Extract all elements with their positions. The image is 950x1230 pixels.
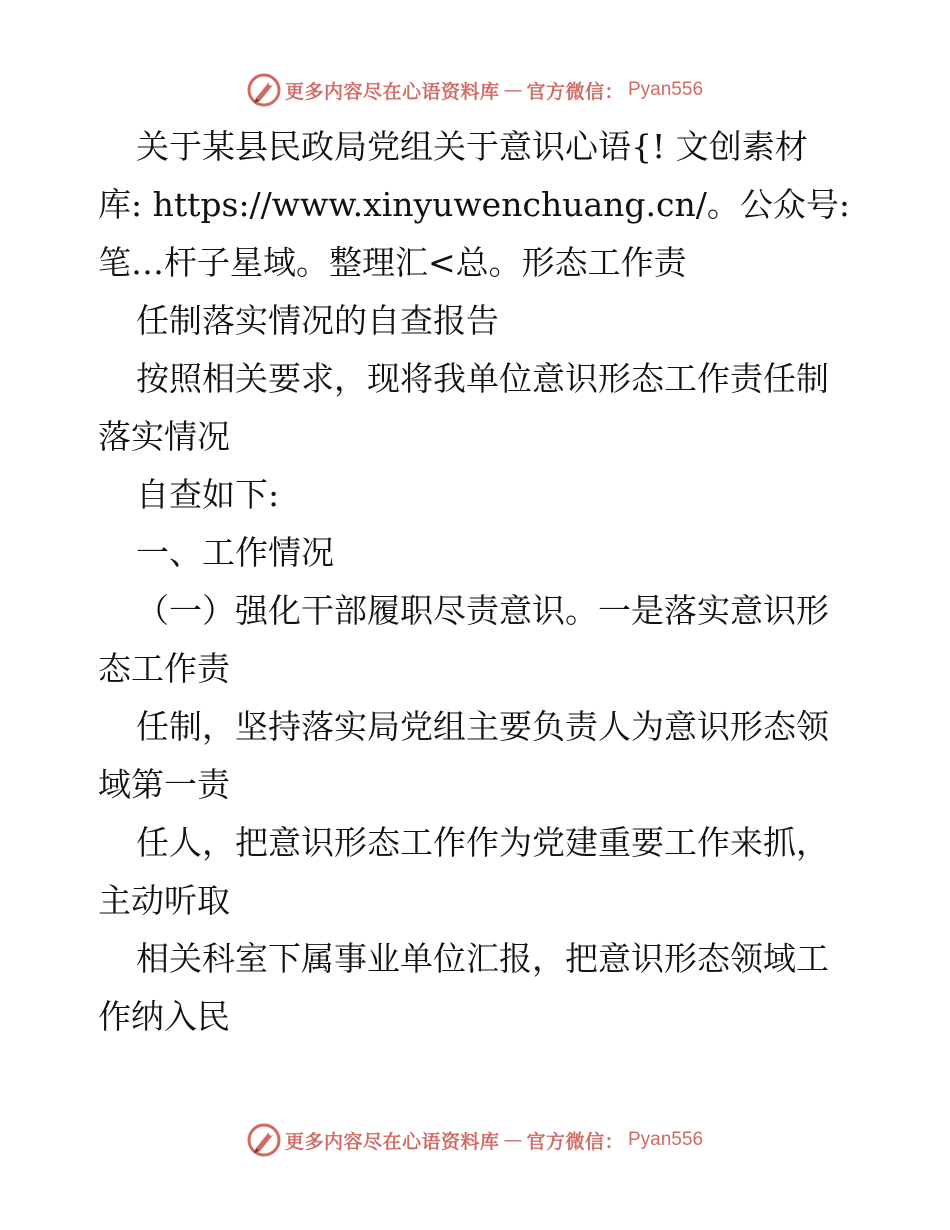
body-line: 作纳入民 [98,997,230,1036]
body-line: 一、工作情况 [136,533,334,572]
body-line: 任人，把意识形态工作作为党建重要工作来抓， [136,823,829,862]
header-suffix: 官方微信： [526,80,624,103]
body-line: 落实情况 [98,417,230,456]
body-line: 自查如下: [136,475,280,514]
body-line: 主动听取 [98,881,230,920]
body-line: 库: https://www.xinyuwenchuang.cn/。公众号: [98,185,850,224]
body-line: 关于某县民政局党组关于意识心语{! 文创素材 [136,127,808,166]
body-line: 域第一责 [98,765,230,804]
body-line: 按照相关要求，现将我单位意识形态工作责任制 [136,359,829,398]
header-title: 更多内容尽在心语资料库 [284,80,500,103]
footer-title: 更多内容尽在心语资料库 [284,1130,500,1153]
body-line: 态工作责 [98,649,230,688]
footer-separator: — [503,1129,523,1151]
body-line: 任制，坚持落实局党组主要负责人为意识形态领 [136,707,829,746]
header-handle: Pyan556 [628,79,704,100]
pen-logo-icon [247,73,281,107]
footer-banner [0,1120,950,1160]
pen-logo-icon [247,1123,281,1157]
body-line: （一）强化干部履职尽责意识。一是落实意识形 [136,591,829,630]
body-line: 任制落实情况的自查报告 [136,301,499,340]
footer-handle: Pyan556 [628,1129,704,1150]
body-line: 笔…杆子星域。整理汇<总。形态工作责 [98,243,687,282]
footer-suffix: 官方微信： [526,1130,624,1153]
header-separator: — [503,79,523,101]
body-line: 相关科室下属事业单位汇报，把意识形态领域工 [136,939,829,978]
document-body [98,118,858,1046]
header-banner [0,70,950,110]
